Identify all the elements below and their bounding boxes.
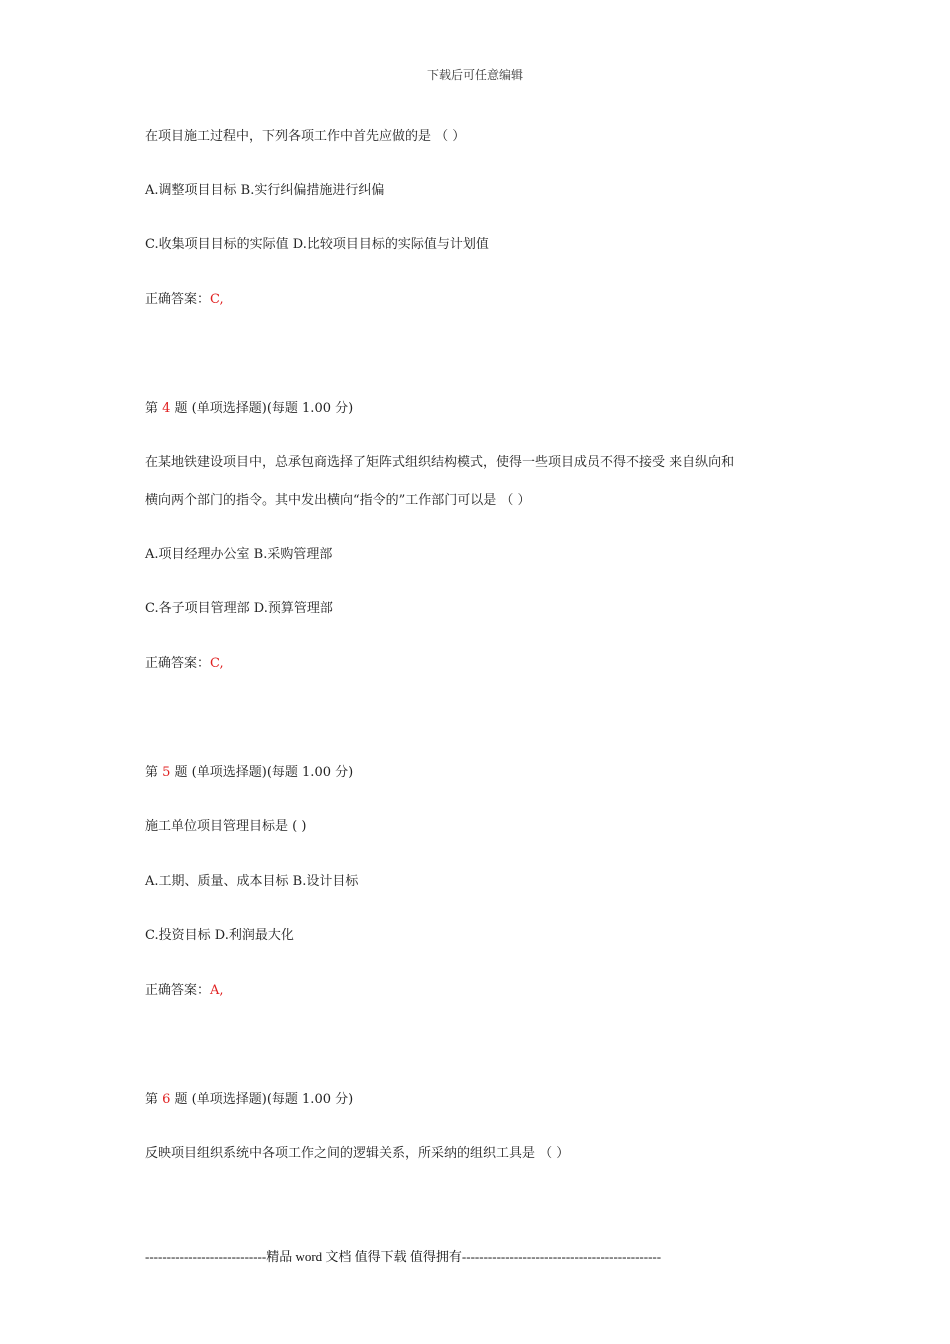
q5-number: 5 (162, 765, 171, 780)
q6-heading (145, 1091, 353, 1109)
q3-answer-label: 正确答案： (145, 292, 211, 307)
q5-heading (145, 764, 353, 782)
q4-prefix: 第 (145, 401, 163, 416)
q4-answer-label: 正确答案： (145, 656, 211, 671)
q3-answer: C, (210, 292, 224, 307)
page-footer: ----------------------------精品 word 文档 值得下载 值得拥有---------------------------------------------- (145, 1249, 662, 1264)
q4-answer-line (145, 655, 224, 673)
q4-answer: C, (210, 656, 224, 671)
q5-prefix: 第 (145, 765, 163, 780)
q5-suffix: 题 (单项选择题)(每题 1.00 分) (170, 765, 354, 780)
q4-options-cd: C.各子项目管理部 D.预算管理部 (145, 601, 333, 616)
q4-heading (145, 400, 353, 418)
q5-options-cd: C.投资目标 D.利润最大化 (145, 928, 294, 943)
q5-answer: A, (210, 983, 224, 998)
q3-stem: 在项目施工过程中，下列各项工作中首先应做的是 （ ） (145, 129, 466, 144)
q3-options-cd: C.收集项目目标的实际值 D.比较项目目标的实际值与计划值 (145, 237, 489, 252)
q5-answer-label: 正确答案： (145, 983, 211, 998)
q4-stem-line1: 在某地铁建设项目中，总承包商选择了矩阵式组织结构模式，使得一些项目成员不得不接受 来自纵向和 (145, 455, 735, 470)
q5-stem: 施工单位项目管理目标是 ( ) (145, 819, 307, 834)
q6-prefix: 第 (145, 1092, 163, 1107)
q5-answer-line (145, 982, 224, 1000)
q6-suffix: 题 (单项选择题)(每题 1.00 分) (170, 1092, 354, 1107)
q4-number: 4 (162, 401, 171, 416)
q3-options-ab: A.调整项目目标 B.实行纠偏措施进行纠偏 (145, 183, 385, 198)
page-header: 下载后可任意编辑 (426, 68, 523, 82)
q4-suffix: 题 (单项选择题)(每题 1.00 分) (170, 401, 354, 416)
q3-answer-line (145, 291, 224, 309)
q6-stem: 反映项目组织系统中各项工作之间的逻辑关系，所采纳的组织工具是 （ ） (145, 1146, 570, 1161)
q4-stem-line2: 横向两个部门的指令。其中发出横向“指令的”工作部门可以是 （ ） (145, 493, 531, 508)
q6-number: 6 (162, 1092, 171, 1107)
q4-options-ab: A.项目经理办公室 B.采购管理部 (145, 547, 333, 562)
q5-options-ab: A.工期、质量、成本目标 B.设计目标 (145, 874, 359, 889)
